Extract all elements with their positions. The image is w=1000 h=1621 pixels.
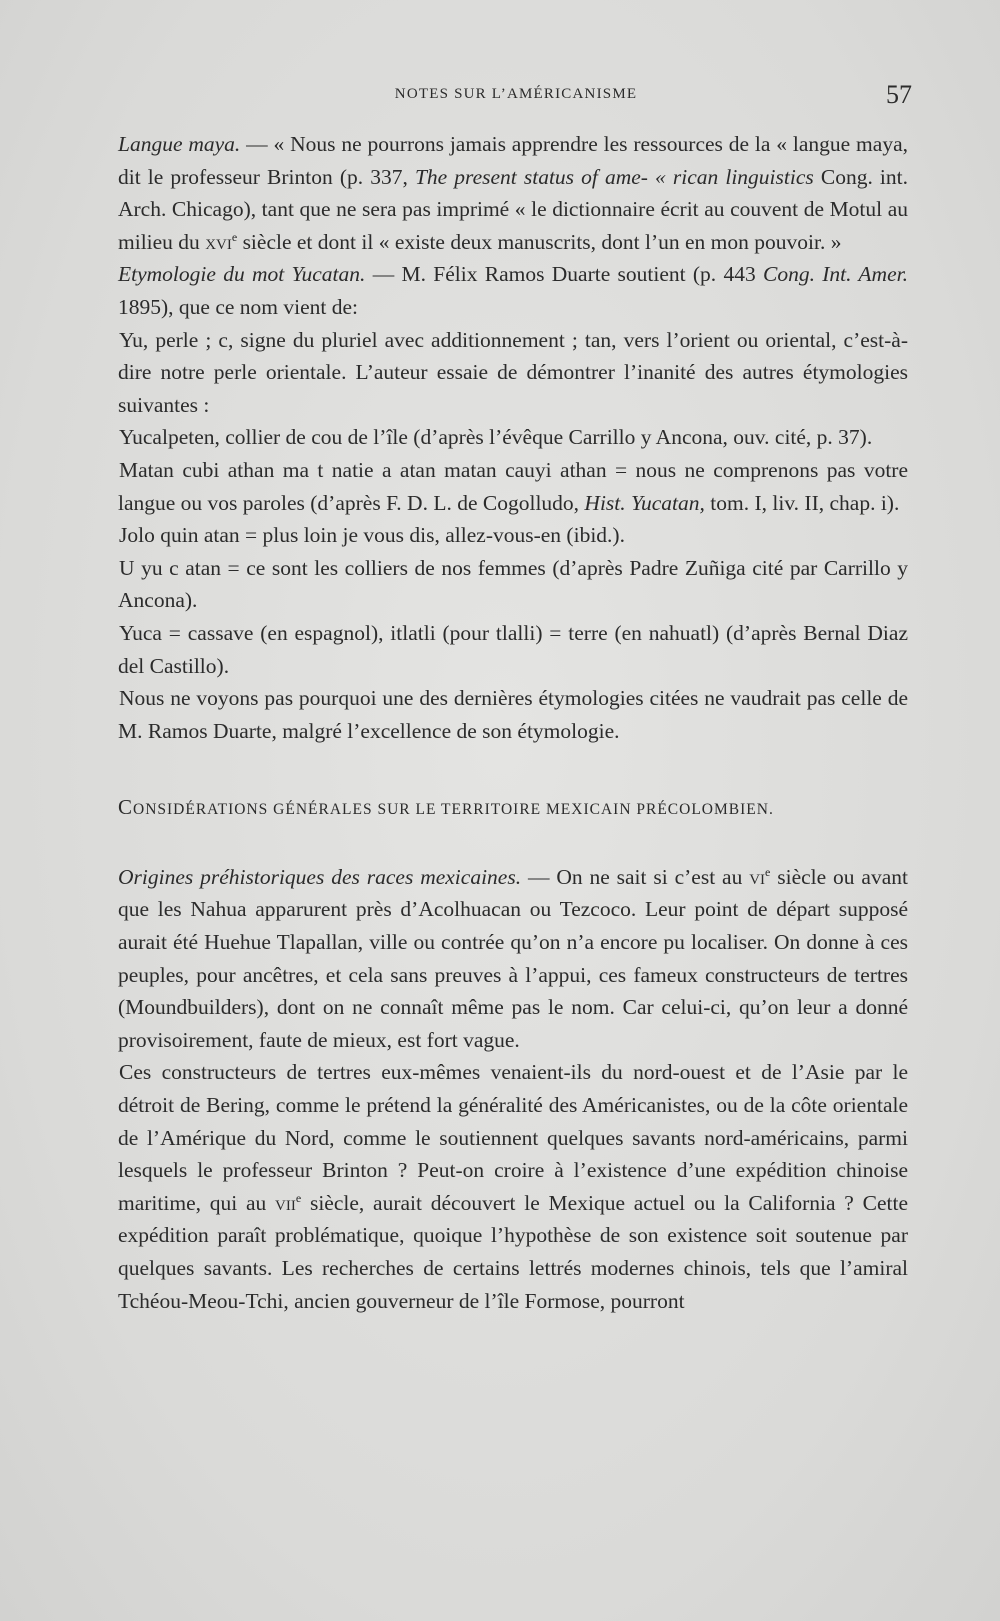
paragraph-lead: Langue maya. — [118, 132, 241, 156]
paragraph-origines — [118, 861, 908, 1057]
paragraph-lead: Etymologie du mot Yucatan. — [118, 262, 366, 287]
paragraph-constructeurs — [118, 1056, 908, 1317]
paragraph-text: Cong. int. Arch. Chicago), tant que ne sera pas imprimé « le dictionnaire écrit au couvent de Motul au milieu du — [118, 164, 908, 254]
paragraph-text: — « Nous ne pourrons jamais apprendre les ressources de la « langue maya, dit le professeur Brinton (p. 337, — [118, 132, 908, 189]
paragraph-text: 1895), que ce nom vient de: — [118, 294, 359, 319]
paragraph-yu-perle: Yu, perle ; c, signe du pluriel avec additionnement ; tan, vers l’orient ou oriental, c’est-à-dire notre perle orientale. L’auteur essaie de démontrer l’inanité des autres étymologies suivantes : — [118, 327, 908, 417]
paragraph-yucalpeten: Yucalpeten, collier de cou de l’île (d’après l’évêque Carrillo y Ancona, ouv. cité, p. 37). — [119, 425, 873, 450]
cited-work: Hist. Yucatan, — [584, 490, 705, 515]
section-heading — [118, 791, 908, 827]
paragraph-text: Matan cubi athan ma t natie a atan matan cauyi athan = nous ne comprenons pas votre langue ou vos paroles (d’après F. D. L. de Cogolludo, — [118, 457, 908, 515]
paragraph-text: siècle, aurait découvert le Mexique actuel ou la California ? Cette expédition paraît problématique, quoique l’hypothèse de son existence soit soutenue par quelques savants. Les recherches de certains lettrés modernes chinois, tels que l’amiral Tchéou-Meou-Tchi, ancien gouverneur de l’île Formose, pourront — [118, 1190, 908, 1313]
running-head: NOTES SUR L’AMÉRICANISME — [394, 86, 638, 102]
paragraph-jolo: Jolo quin atan = plus loin je vous dis, allez-vous-en (ibid.). — [119, 523, 625, 548]
paragraph-text: siècle et dont il « existe deux manuscrits, dont l’un en mon pouvoir. » — [237, 229, 842, 254]
superscript: e — [231, 229, 238, 244]
section-heading-text: ONSIDÉRATIONS GÉNÉRALES SUR LE TERRITOIRE MEXICAIN PRÉCOLOMBIEN. — [133, 801, 774, 819]
page-body — [118, 128, 908, 1317]
page-header — [120, 80, 912, 116]
paragraph-u-yu: U yu c atan = ce sont les colliers de nos femmes (d’après Padre Zuñiga cité par Carrillo y Ancona). — [118, 555, 908, 613]
cited-reference: Cong. Int. Amer. — [763, 262, 908, 287]
paragraph-text: Ces constructeurs de tertres eux-mêmes venaient-ils du nord-ouest et de l’Asie par le détroit de Bering, comme le prétend la généralité des Américanistes, ou de la côte orientale de l’Amérique du Nord, comme le soutiennent quelques savants nord-américains, parmi lesquels le professeur Brinton ? Peut-on croire à l’existence d’une expédition chinoise maritime, qui au — [118, 1060, 908, 1215]
paragraph-langue-maya — [118, 128, 908, 258]
paragraph-yuca: Yuca = cassave (en espagnol), itlatli (pour tlalli) = terre (en nahuatl) (d’après Bernal Diaz del Castillo). — [118, 620, 908, 678]
cited-work: The present status of ame- « rican linguistics — [414, 164, 814, 189]
paragraph-text: — On ne sait si c’est au — [521, 864, 750, 889]
paragraph-text: — M. Félix Ramos Duarte soutient (p. 443 — [365, 262, 764, 287]
paragraph-matan — [118, 454, 908, 519]
paragraph-text: tom. I, liv. II, chap. i). — [704, 490, 900, 515]
paragraph-conclusion: Nous ne voyons pas pourquoi une des dernières étymologies citées ne vaudrait pas celle de M. Ramos Duarte, malgré l’excellence de son étymologie. — [118, 686, 908, 743]
century-numeral: vii — [275, 1190, 296, 1215]
century-numeral: xvi — [205, 229, 232, 254]
paragraph-etymologie — [118, 258, 908, 323]
page-number: 57 — [886, 80, 912, 109]
section-heading-initial: C — [118, 795, 134, 820]
superscript: e — [295, 1190, 302, 1205]
superscript: e — [765, 864, 771, 879]
century-numeral: vi — [749, 864, 766, 889]
paragraph-text: siècle ou avant que les Nahua apparurent près d’Acolhuacan ou Tezcoco. Leur point de départ supposé aurait été Huehue Tlapallan, ville ou contrée qu’on n’a encore pu localiser. On donne à ces peuples, pour ancêtres, et cela sans preuves à l’appui, ces fameux constructeurs de tertres (Moundbuilders), dont on ne connaît même pas le nom. Car celui-ci, qu’on leur a donné provisoirement, faute de mieux, est fort vague. — [118, 864, 908, 1052]
paragraph-lead: Origines préhistoriques des races mexicaines. — [118, 864, 522, 889]
